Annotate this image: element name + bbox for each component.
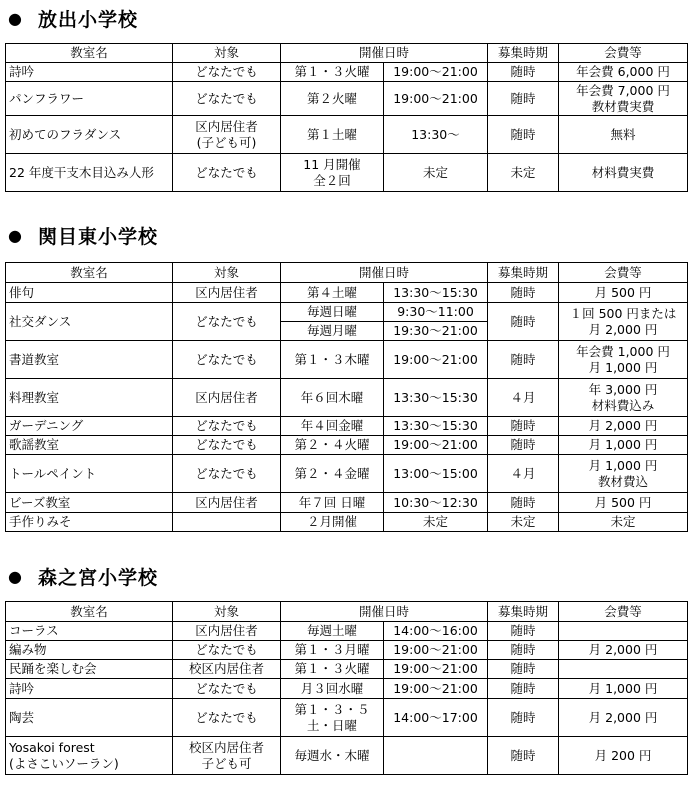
class-time: 19:00～21:00	[384, 82, 488, 116]
class-recruit: 未定	[488, 154, 559, 192]
table-header-row	[6, 44, 688, 63]
class-target: 校区内居住者 子ども可	[173, 737, 281, 775]
table-row	[6, 303, 688, 322]
class-fee: 年会費 7,000 円 教材費実費	[559, 82, 688, 116]
class-time: 19:30～21:00	[384, 322, 488, 341]
class-day: 年７回 日曜	[281, 493, 384, 513]
class-day: 年６回木曜	[281, 379, 384, 417]
class-target: どなたでも	[173, 154, 281, 192]
class-target: どなたでも	[173, 341, 281, 379]
table-row	[6, 341, 688, 379]
col-header-fee: 会費等	[559, 602, 688, 622]
class-fee: 月 2,000 円	[559, 699, 688, 737]
class-fee: 月 1,000 円 教材費込	[559, 455, 688, 493]
class-name: 詩吟	[6, 63, 173, 82]
section-heading-2	[8, 222, 158, 249]
section-heading-1	[8, 5, 138, 32]
table-row	[6, 154, 688, 192]
col-header-target: 対象	[173, 44, 281, 63]
class-target	[173, 513, 281, 532]
class-target: どなたでも	[173, 82, 281, 116]
class-target: どなたでも	[173, 699, 281, 737]
class-fee: 月 200 円	[559, 737, 688, 775]
class-time: 13:30～15:30	[384, 379, 488, 417]
class-fee: 月 2,000 円	[559, 417, 688, 436]
class-name: パンフラワー	[6, 82, 173, 116]
class-day: 第２・４金曜	[281, 455, 384, 493]
table-row	[6, 436, 688, 455]
table-row	[6, 116, 688, 154]
classes-table-2	[5, 262, 688, 532]
class-recruit: 随時	[488, 679, 559, 699]
class-fee: １回 500 円または 月 2,000 円	[559, 303, 688, 341]
class-fee: 未定	[559, 513, 688, 532]
class-target: 区内居住者 (子ども可)	[173, 116, 281, 154]
class-name: 22 年度干支木目込み人形	[6, 154, 173, 192]
class-fee	[559, 622, 688, 641]
col-header-recruit: 募集時期	[488, 44, 559, 63]
class-time: 9:30～11:00	[384, 303, 488, 322]
section-heading-3	[8, 563, 158, 590]
class-day: 年４回金曜	[281, 417, 384, 436]
table-header-row	[6, 602, 688, 622]
class-target: どなたでも	[173, 63, 281, 82]
section-title: 放出小学校	[38, 9, 139, 31]
section-title: 森之宮小学校	[38, 567, 159, 589]
class-name: 俳句	[6, 283, 173, 303]
table-row	[6, 641, 688, 660]
table-row	[6, 513, 688, 532]
class-fee: 月 1,000 円	[559, 436, 688, 455]
class-day: 毎週土曜	[281, 622, 384, 641]
class-name: 詩吟	[6, 679, 173, 699]
class-fee	[559, 660, 688, 679]
class-target: どなたでも	[173, 436, 281, 455]
bullet-icon: ●	[8, 9, 23, 28]
classes-table-1	[5, 43, 688, 192]
class-name: 料理教室	[6, 379, 173, 417]
class-recruit: 随時	[488, 737, 559, 775]
class-day: ２月開催	[281, 513, 384, 532]
class-name: 民踊を楽しむ会	[6, 660, 173, 679]
class-time: 10:30～12:30	[384, 493, 488, 513]
class-recruit: 随時	[488, 82, 559, 116]
class-recruit: 随時	[488, 341, 559, 379]
class-day: 第２・４火曜	[281, 436, 384, 455]
class-name: コーラス	[6, 622, 173, 641]
class-name: 書道教室	[6, 341, 173, 379]
class-name: 手作りみそ	[6, 513, 173, 532]
col-header-schedule: 開催日時	[281, 263, 488, 283]
class-name: ガーデニング	[6, 417, 173, 436]
col-header-name: 教室名	[6, 44, 173, 63]
class-recruit: 随時	[488, 303, 559, 341]
class-name: 社交ダンス	[6, 303, 173, 341]
class-name: ビーズ教室	[6, 493, 173, 513]
class-target: 校区内居住者	[173, 660, 281, 679]
class-day: 毎週月曜	[281, 322, 384, 341]
class-target: どなたでも	[173, 641, 281, 660]
class-day: 第１・３火曜	[281, 63, 384, 82]
class-target: 区内居住者	[173, 493, 281, 513]
class-time: 19:00～21:00	[384, 63, 488, 82]
class-day: 月３回水曜	[281, 679, 384, 699]
class-recruit: 随時	[488, 417, 559, 436]
table-row	[6, 63, 688, 82]
class-fee: 月 500 円	[559, 493, 688, 513]
class-day: 毎週水・木曜	[281, 737, 384, 775]
class-time: 14:00～16:00	[384, 622, 488, 641]
class-recruit: 随時	[488, 436, 559, 455]
class-target: 区内居住者	[173, 283, 281, 303]
col-header-fee: 会費等	[559, 44, 688, 63]
class-fee: 材料費実費	[559, 154, 688, 192]
class-time: 19:00～21:00	[384, 660, 488, 679]
class-recruit: ４月	[488, 379, 559, 417]
class-name: 編み物	[6, 641, 173, 660]
class-fee: 月 2,000 円	[559, 641, 688, 660]
class-recruit: 随時	[488, 641, 559, 660]
table-row	[6, 417, 688, 436]
class-name: Yosakoi forest (よさこいソーラン)	[6, 737, 173, 775]
table-row	[6, 379, 688, 417]
col-header-name: 教室名	[6, 602, 173, 622]
col-header-fee: 会費等	[559, 263, 688, 283]
class-fee: 年 3,000 円 材料費込み	[559, 379, 688, 417]
class-time: 未定	[384, 513, 488, 532]
class-recruit: ４月	[488, 455, 559, 493]
class-name: 歌謡教室	[6, 436, 173, 455]
class-time: 13:00～15:00	[384, 455, 488, 493]
class-recruit: 随時	[488, 283, 559, 303]
class-day: 第１・３月曜	[281, 641, 384, 660]
table-row	[6, 660, 688, 679]
table-row	[6, 82, 688, 116]
table-row	[6, 455, 688, 493]
class-time: 19:00～21:00	[384, 436, 488, 455]
table-header-row	[6, 263, 688, 283]
section-title: 関目東小学校	[38, 226, 159, 248]
col-header-name: 教室名	[6, 263, 173, 283]
classes-table-3	[5, 601, 688, 775]
class-time: 19:00～21:00	[384, 641, 488, 660]
class-time	[384, 737, 488, 775]
col-header-schedule: 開催日時	[281, 44, 488, 63]
class-time: 未定	[384, 154, 488, 192]
class-fee: 無料	[559, 116, 688, 154]
class-time: 19:00～21:00	[384, 679, 488, 699]
class-recruit: 随時	[488, 493, 559, 513]
class-fee: 月 1,000 円	[559, 679, 688, 699]
class-recruit: 随時	[488, 63, 559, 82]
table-row	[6, 699, 688, 737]
class-recruit: 随時	[488, 699, 559, 737]
col-header-recruit: 募集時期	[488, 602, 559, 622]
class-day: 毎週日曜	[281, 303, 384, 322]
class-target: 区内居住者	[173, 622, 281, 641]
class-fee: 年会費 1,000 円 月 1,000 円	[559, 341, 688, 379]
class-time: 13:30～15:30	[384, 417, 488, 436]
table-row	[6, 283, 688, 303]
table-row	[6, 679, 688, 699]
class-day: 第１土曜	[281, 116, 384, 154]
class-time: 14:00～17:00	[384, 699, 488, 737]
class-recruit: 随時	[488, 622, 559, 641]
col-header-schedule: 開催日時	[281, 602, 488, 622]
class-name: トールペイント	[6, 455, 173, 493]
class-target: 区内居住者	[173, 379, 281, 417]
class-day: 第１・３・５ 土・日曜	[281, 699, 384, 737]
table-row	[6, 493, 688, 513]
class-day: 第４土曜	[281, 283, 384, 303]
col-header-target: 対象	[173, 602, 281, 622]
class-time: 13:30～	[384, 116, 488, 154]
class-day: 第１・３火曜	[281, 660, 384, 679]
class-time: 13:30～15:30	[384, 283, 488, 303]
class-fee: 年会費 6,000 円	[559, 63, 688, 82]
table-row	[6, 622, 688, 641]
col-header-recruit: 募集時期	[488, 263, 559, 283]
class-recruit: 随時	[488, 116, 559, 154]
class-day: 第１・３木曜	[281, 341, 384, 379]
class-day: 第２火曜	[281, 82, 384, 116]
bullet-icon: ●	[8, 226, 23, 245]
class-target: どなたでも	[173, 455, 281, 493]
bullet-icon: ●	[8, 567, 23, 586]
class-name: 陶芸	[6, 699, 173, 737]
col-header-target: 対象	[173, 263, 281, 283]
class-target: どなたでも	[173, 417, 281, 436]
class-time: 19:00～21:00	[384, 341, 488, 379]
class-recruit: 未定	[488, 513, 559, 532]
class-target: どなたでも	[173, 303, 281, 341]
class-day: 11 月開催 全２回	[281, 154, 384, 192]
class-name: 初めてのフラダンス	[6, 116, 173, 154]
table-row	[6, 737, 688, 775]
class-recruit: 随時	[488, 660, 559, 679]
class-fee: 月 500 円	[559, 283, 688, 303]
class-target: どなたでも	[173, 679, 281, 699]
